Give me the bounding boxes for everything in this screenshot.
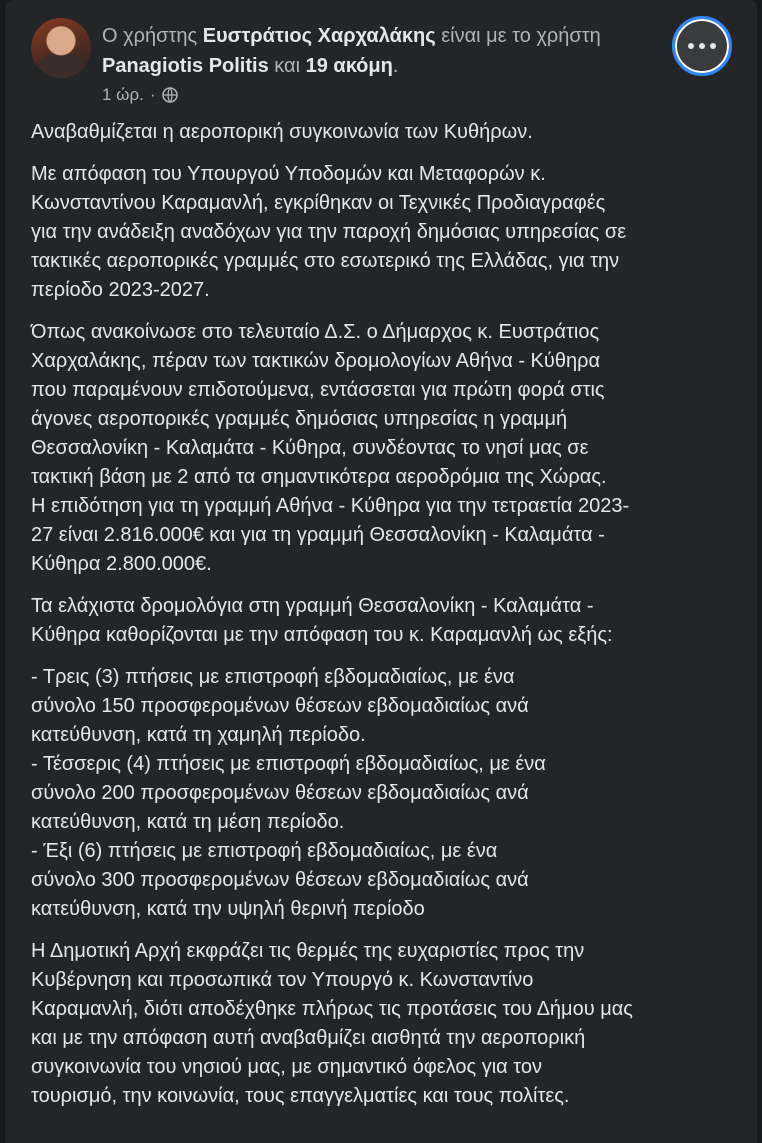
post-body <box>31 118 743 1124</box>
header-and: και <box>274 55 301 77</box>
header-prefix: Ο χρήστης <box>102 25 198 47</box>
more-options-icon <box>688 43 716 49</box>
globe-icon[interactable] <box>162 87 178 103</box>
post-card <box>5 0 757 1143</box>
author-name-link[interactable]: Ευστράτιος Χαρχαλάκης <box>202 25 436 47</box>
timestamp-link[interactable]: 1 ώρ. <box>102 85 144 104</box>
post-header-line-1 <box>102 21 601 51</box>
header-end: . <box>392 55 399 77</box>
others-link[interactable]: 19 ακόμη <box>305 55 393 77</box>
post-meta <box>102 83 178 107</box>
meta-separator: · <box>149 85 156 104</box>
post-paragraph-1: Αναβαθμίζεται η αεροπορική συγκοινωνία των Κυθήρων. <box>31 121 533 143</box>
post-paragraph-4: Τα ελάχιστα δρομολόγια στη γραμμή Θεσσαλονίκη - Καλαμάτα - Κύθηρα καθορίζονται με την απόφαση του κ. Καραμανλή ως εξής: <box>31 595 613 646</box>
more-options-button[interactable] <box>672 16 732 76</box>
header-middle: είναι με το χρήστη <box>441 25 601 47</box>
author-avatar[interactable] <box>31 18 91 78</box>
tagged-user-link[interactable]: Panagiotis Politis <box>102 55 269 77</box>
post-paragraph-5: - Τρεις (3) πτήσεις με επιστροφή εβδομαδιαίως, με ένα σύνολο 150 προσφερομένων θέσεων εβδομαδιαίως ανά κατεύθυνση, κατά τη χαμηλή περίοδο. - Τέσσερις (4) πτήσεις με επιστροφή εβδομαδιαίως, με ένα σύνολο 200 προσφερομένων θέσεων εβδομαδιαίως ανά κατεύθυνση, κατά τη μέση περίοδο. - Έξι (6) πτήσεις με επιστροφή εβδομαδιαίως, με ένα σύνολο 300 προσφερομένων θέσεων εβδομαδιαίως ανά κατεύθυνση, κατά την υψηλή θερινή περίοδο <box>31 666 546 920</box>
post-paragraph-2: Με απόφαση του Υπουργού Υποδομών και Μεταφορών κ. Κωνσταντίνου Καραμανλή, εγκρίθηκαν οι Τεχνικές Προδιαγραφές για την ανάδειξη αναδόχων για την παροχή δημόσιας υπηρεσίας σε τακτικές αεροπορικές γραμμές στο εσωτερικό της Ελλάδας, για την περίοδο 2023-2027. <box>31 163 627 301</box>
post-header-line-2 <box>102 51 398 81</box>
post-paragraph-3: Όπως ανακοίνωσε στο τελευταίο Δ.Σ. ο Δήμαρχος κ. Ευστράτιος Χαρχαλάκης, πέραν των τακτικών δρομολογίων Αθήνα - Κύθηρα που παραμένουν επιδοτούμενα, εντάσσεται για πρώτη φορά στις άγονες αεροπορικές γραμμές δημόσιας υπηρεσίας η γραμμή Θεσσαλονίκη - Καλαμάτα - Κύθηρα, συνδέοντας το νησί μας σε τακτική βάση με 2 από τα σημαντικότερα αεροδρόμια της Χώρας. Η επιδότηση για τη γραμμή Αθήνα - Κύθηρα για την τετραετία 2023- 27 είναι 2.816.000€ και για τη γραμμή Θεσσαλονίκη - Καλαμάτα - Κύθηρα 2.800.000€. <box>31 321 630 575</box>
post-paragraph-6: Η Δημοτική Αρχή εκφράζει τις θερμές της ευχαριστίες προς την Κυβέρνηση και προσωπικά τον Υπουργό κ. Κωνσταντίνο Καραμανλή, διότι αποδέχθηκε πλήρως τις προτάσεις του Δήμου μας και με την απόφαση αυτή αναβαθμίζει αισθητά την αεροπορική συγκοινωνία του νησιού μας, με σημαντικό όφελος για τον τουρισμό, την κοινωνία, τους επαγγελματίες και τους πολίτες. <box>31 940 633 1107</box>
